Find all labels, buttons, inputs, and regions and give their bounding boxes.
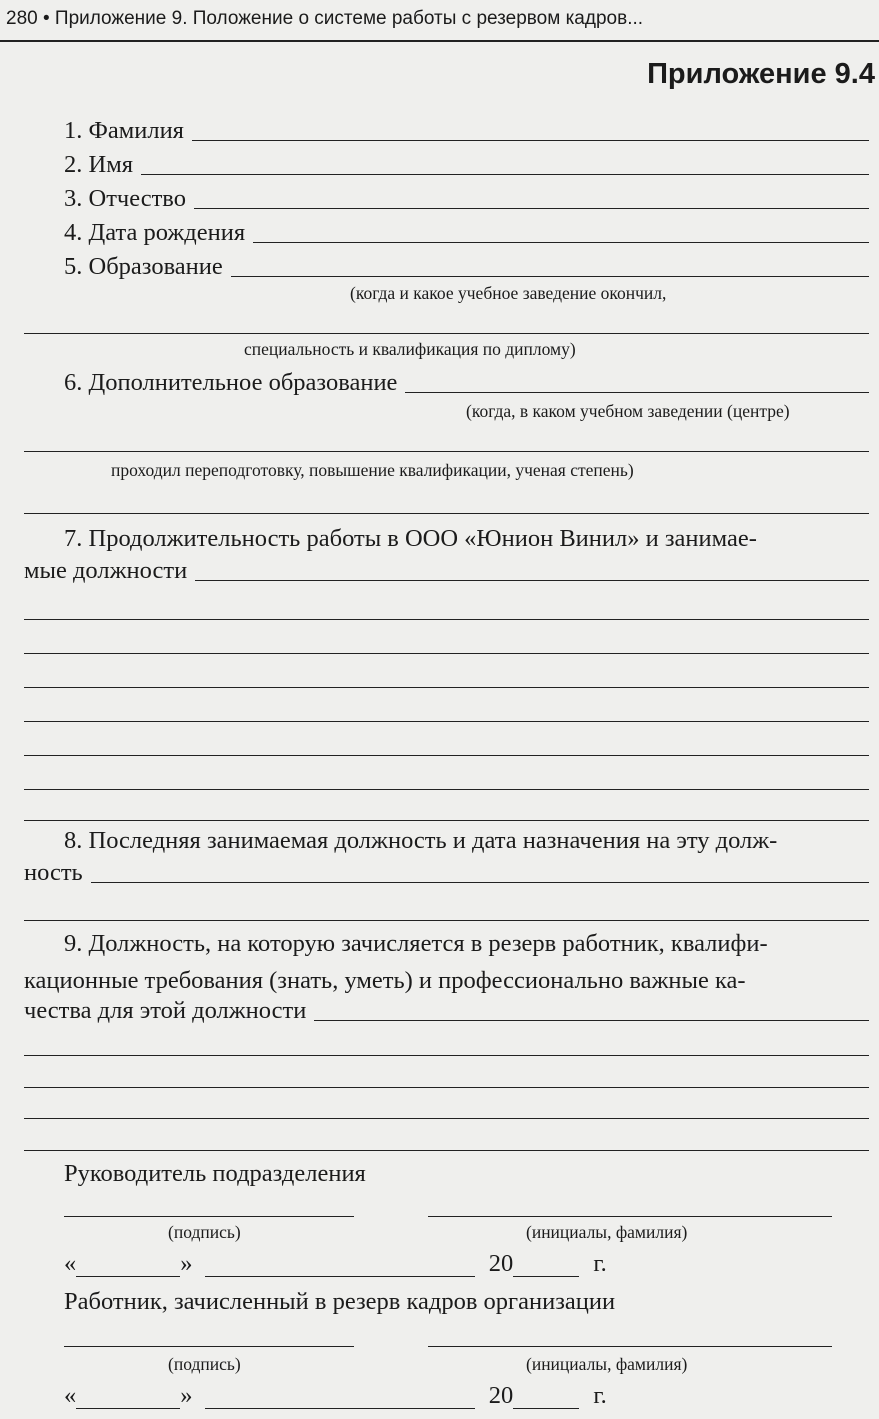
name-caption: (инициалы, фамилия): [526, 1222, 688, 1242]
fill-line[interactable]: [24, 920, 869, 921]
field-label: мые должности: [24, 556, 188, 584]
field-patronymic: [24, 183, 869, 211]
field-surname: [24, 115, 869, 143]
day-blank[interactable]: [76, 1254, 180, 1277]
fill-line[interactable]: [24, 1087, 869, 1088]
fill-line[interactable]: [194, 208, 869, 209]
signature-line[interactable]: [64, 1346, 354, 1347]
fill-line[interactable]: [231, 276, 869, 277]
running-head: 280 • Приложение 9. Положение о системе работы с резервом кадров...: [6, 8, 644, 29]
fill-line[interactable]: [91, 882, 869, 883]
signature-caption: (подпись): [168, 1222, 241, 1242]
year-blank[interactable]: [513, 1386, 579, 1409]
month-blank[interactable]: [205, 1254, 475, 1277]
fill-line[interactable]: [24, 1150, 869, 1151]
fill-line[interactable]: [24, 755, 869, 756]
field-education: [24, 251, 869, 279]
fill-line[interactable]: [24, 789, 869, 790]
employee-label: Работник, зачисленный в резерв кадров организации: [64, 1288, 616, 1315]
head-date-row: « » 20 г.: [64, 1250, 607, 1277]
field-label: 4. Дата рождения: [64, 218, 246, 246]
month-blank[interactable]: [205, 1386, 475, 1409]
education-caption-1: (когда и какое учебное заведение окончил,: [350, 283, 667, 303]
education-caption-2: специальность и квалификация по диплому): [244, 339, 576, 359]
fill-line[interactable]: [24, 1118, 869, 1119]
field-work-duration-text: 7. Продолжительность работы в ООО «Юнион Винил» и занимае-: [64, 525, 757, 552]
fill-line[interactable]: [24, 619, 869, 620]
fill-line[interactable]: [314, 1020, 869, 1021]
name-caption: (инициалы, фамилия): [526, 1354, 688, 1374]
field-last-position-text: 8. Последняя занимаемая должность и дата назначения на эту долж-: [64, 827, 778, 854]
fill-line[interactable]: [405, 392, 869, 393]
appendix-title: Приложение 9.4: [647, 58, 875, 90]
fill-line[interactable]: [24, 451, 869, 452]
field-label: чества для этой должности: [24, 996, 307, 1024]
additional-education-caption-2: проходил переподготовку, повышение квалификации, ученая степень): [111, 460, 634, 480]
fill-line[interactable]: [253, 242, 869, 243]
name-line[interactable]: [428, 1346, 832, 1347]
additional-education-caption-1: (когда, в каком учебном заведении (центре): [466, 401, 790, 421]
year-blank[interactable]: [513, 1254, 579, 1277]
field-additional-education: [24, 367, 869, 395]
fill-line[interactable]: [24, 513, 869, 514]
fill-line[interactable]: [24, 653, 869, 654]
name-line[interactable]: [428, 1216, 832, 1217]
fill-line[interactable]: [24, 687, 869, 688]
fill-line[interactable]: [24, 1055, 869, 1056]
fill-line[interactable]: [24, 333, 869, 334]
field-reserve-position: [24, 995, 869, 1023]
fill-line[interactable]: [195, 580, 869, 581]
head-of-department-label: Руководитель подразделения: [64, 1160, 366, 1187]
fill-line[interactable]: [24, 721, 869, 722]
employee-date-row: « » 20 г.: [64, 1382, 607, 1409]
field-work-positions: [24, 555, 869, 583]
signature-caption: (подпись): [168, 1354, 241, 1374]
field-label: 5. Образование: [64, 252, 223, 280]
field-label: 1. Фамилия: [64, 116, 184, 144]
field-label: ность: [24, 858, 83, 886]
field-birth-date: [24, 217, 869, 245]
day-blank[interactable]: [76, 1386, 180, 1409]
fill-line[interactable]: [192, 140, 869, 141]
field-reserve-position-text: 9. Должность, на которую зачисляется в резерв работник, квалифи- кационные требования (знать, уметь) и профессионально важные ка-: [24, 930, 768, 994]
field-label: 6. Дополнительное образование: [64, 368, 398, 396]
header-rule: [0, 40, 879, 42]
signature-line[interactable]: [64, 1216, 354, 1217]
field-label: 3. Отчество: [64, 184, 186, 212]
field-name: [24, 149, 869, 177]
fill-line[interactable]: [141, 174, 869, 175]
fill-line[interactable]: [24, 820, 869, 821]
field-last-position: [24, 857, 869, 885]
field-label: 2. Имя: [64, 150, 133, 178]
